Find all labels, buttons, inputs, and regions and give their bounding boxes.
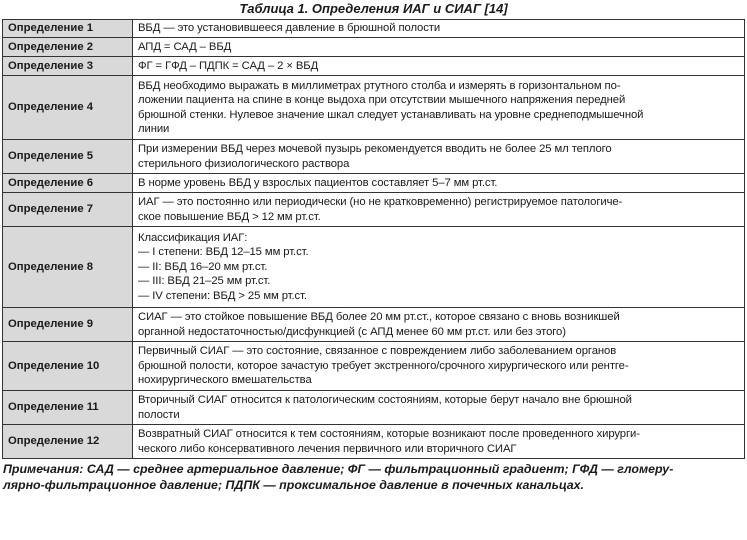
definition-text-line: В норме уровень ВБД у взрослых пациентов составляет 5–7 мм рт.ст. [138,176,498,189]
definition-text-line: органной недостаточностью/дисфункцией (с АПД менее 60 мм рт.ст. или без этого) [138,325,566,338]
definitions-table [2,19,745,459]
definition-label: Определение 4 [3,76,133,140]
table-row [3,38,745,57]
definition-label: Определение 6 [3,174,133,193]
definition-label: Определение 7 [3,193,133,227]
notes-line-1: Примечания: САД — среднее артериальное давление; ФГ — фильтрационный градиент; ГФД — гломеру- [3,462,674,476]
definition-text [133,140,745,174]
table-row [3,308,745,342]
definition-text [133,57,745,76]
definition-text [133,76,745,140]
table-row [3,140,745,174]
definition-text [133,308,745,342]
definition-text-line: стерильного физиологического раствора [138,157,350,170]
definition-text [133,342,745,391]
definition-text [133,227,745,308]
table-row [3,342,745,391]
definition-text [133,425,745,459]
definition-label: Определение 2 [3,38,133,57]
definition-text [133,20,745,38]
table-row [3,193,745,227]
definition-text-line: Первичный СИАГ — это состояние, связанное с повреждением либо заболеванием органов [138,345,617,358]
definition-text-line: ИАГ — это постоянно или периодически (но не кратковременно) регистрируемое патологиче- [138,196,623,209]
definition-label: Определение 12 [3,425,133,459]
definition-text-line: брюшной стенки. Нулевое значение шкал следует устанавливать на уровне среднеподмышечной [138,108,644,121]
definition-text-line: брюшной полости, которое зачастую требует экстренного/срочного хирургического или рентге- [138,359,629,372]
table-row [3,20,745,38]
definition-text-line: — II: ВБД 16–20 мм рт.ст. [138,260,268,273]
definition-label: Определение 9 [3,308,133,342]
definition-label: Определение 8 [3,227,133,308]
definition-text-line: — III: ВБД 21–25 мм рт.ст. [138,275,271,288]
definition-label: Определение 11 [3,391,133,425]
definition-text [133,193,745,227]
definition-label: Определение 1 [3,20,133,38]
definition-text [133,38,745,57]
definition-text-line: При измерении ВБД через мочевой пузырь рекомендуется вводить не более 25 мл теплого [138,143,612,156]
definition-text-line: — IV степени: ВБД > 25 мм рт.ст. [138,289,307,302]
table-row [3,57,745,76]
definition-text [133,174,745,193]
definition-label: Определение 3 [3,57,133,76]
definition-text-line: ческого либо консервативного лечения первичного или вторичного СИАГ [138,442,517,455]
table-row [3,391,745,425]
definition-text-line: полости [138,408,180,421]
definition-text-line: линии [138,122,170,135]
definition-text-line: ложении пациента на спине в конце выдоха при отсутствии мышечного напряжения передней [138,94,626,107]
definition-label: Определение 10 [3,342,133,391]
definition-text-line: АПД = САД – ВБД [138,40,232,53]
table-notes [2,461,745,493]
table-row [3,425,745,459]
definition-text-line: Вторичный СИАГ относится к патологическим состояниям, которые берут начало вне брюшной [138,394,632,407]
notes-line-2: лярно-фильтрационное давление; ПДПК — проксимальное давление в почечных канальцах. [3,478,584,492]
table-caption: Таблица 1. Определения ИАГ и СИАГ [14] [239,1,508,16]
definition-text-line: Классификация ИАГ: [138,231,248,244]
definition-text-line: ское повышение ВБД > 12 мм рт.ст. [138,210,321,223]
definitions-table-body [3,20,745,459]
table-row [3,174,745,193]
definition-text-line: ФГ = ГФД – ПДПК = САД – 2 × ВБД [138,59,319,72]
definition-text-line: Возвратный СИАГ относится к тем состояниям, которые возникают после проведенного хирурги- [138,428,640,441]
definition-text-line: — I степени: ВБД 12–15 мм рт.ст. [138,246,309,259]
definition-text-line: ВБД необходимо выражать в миллиметрах ртутного столба и измерять в горизонтальном по- [138,79,621,92]
definition-text-line: ВБД — это установившееся давление в брюшной полости [138,22,441,35]
table-row [3,76,745,140]
table-row [3,227,745,308]
definition-label: Определение 5 [3,140,133,174]
definition-text [133,391,745,425]
definition-text-line: СИАГ — это стойкое повышение ВБД более 20 мм рт.ст., которое связано с вновь возникшей [138,311,620,324]
definition-text-line: нохирургического вмешательства [138,374,312,387]
